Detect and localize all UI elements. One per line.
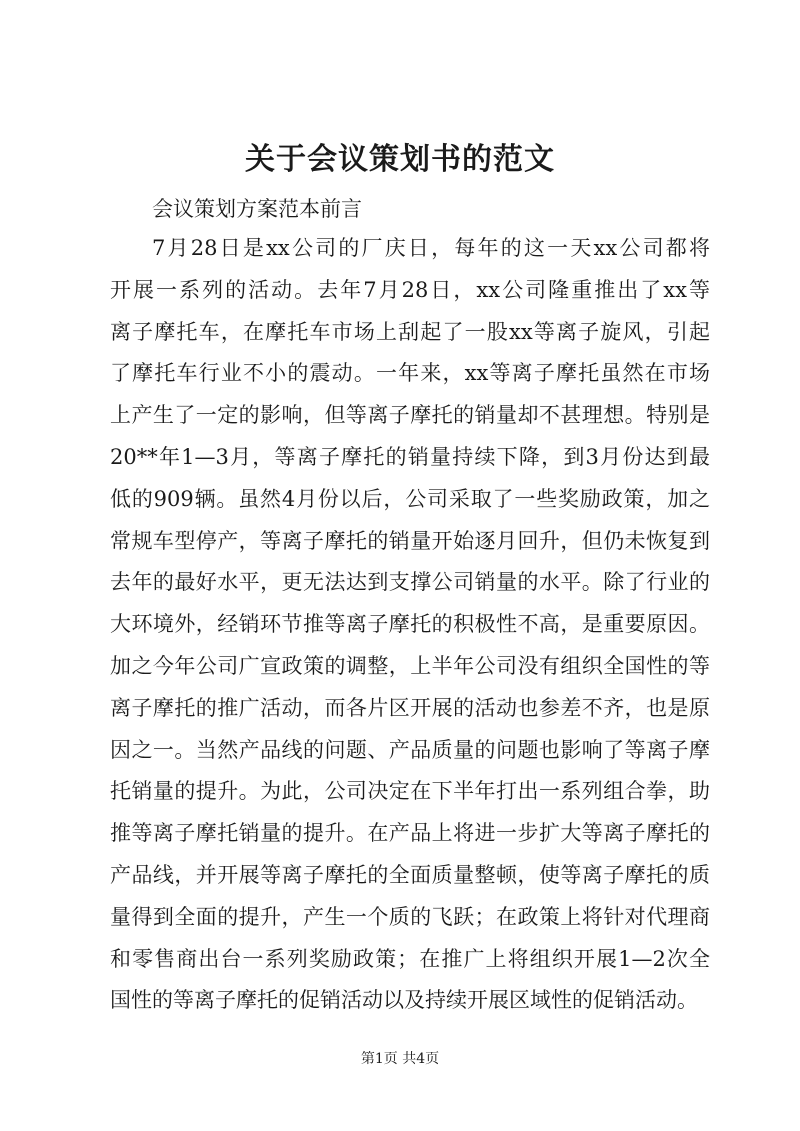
body-paragraph bbox=[110, 228, 710, 1022]
page-footer: 第1页 共4页 bbox=[360, 1051, 440, 1067]
document-title: 关于会议策划书的范文 bbox=[245, 142, 555, 177]
paragraph-line: 了摩托车行业不小的震动。一年来，xx等离子摩托虽然在市场 bbox=[110, 361, 710, 386]
paragraph-line: 量得到全面的提升，产生一个质的飞跃；在政策上将针对代理商 bbox=[110, 904, 710, 929]
paragraph-line: 开展一系列的活动。去年7月28日，xx公司隆重推出了xx等 bbox=[110, 277, 710, 302]
document-subtitle: 会议策划方案范本前言 bbox=[152, 197, 362, 221]
paragraph-line: 大环境外，经销环节推等离子摩托的积极性不高，是重要原因。 bbox=[110, 612, 710, 637]
paragraph-line: 7月28日是xx公司的厂庆日，每年的这一天xx公司都将 bbox=[152, 236, 710, 260]
paragraph-line: 加之今年公司广宣政策的调整，上半年公司没有组织全国性的等 bbox=[110, 653, 710, 678]
paragraph-line: 离子摩托车，在摩托车市场上刮起了一股xx等离子旋风，引起 bbox=[110, 319, 710, 344]
paragraph-line: 因之一。当然产品线的问题、产品质量的问题也影响了等离子摩 bbox=[110, 737, 710, 762]
paragraph-line: 去年的最好水平，更无法达到支撑公司销量的水平。除了行业的 bbox=[110, 570, 710, 595]
paragraph-line: 和零售商出台一系列奖励政策；在推广上将组织开展1—2次全 bbox=[110, 946, 710, 971]
paragraph-line: 推等离子摩托销量的提升。在产品上将进一步扩大等离子摩托的 bbox=[110, 821, 710, 846]
paragraph-line: 产品线，并开展等离子摩托的全面质量整顿，使等离子摩托的质 bbox=[110, 862, 710, 887]
paragraph-line: 常规车型停产，等离子摩托的销量开始逐月回升，但仍未恢复到 bbox=[110, 528, 710, 553]
paragraph-line: 国性的等离子摩托的促销活动以及持续开展区域性的促销活动。 bbox=[110, 988, 698, 1013]
paragraph-line: 托销量的提升。为此，公司决定在下半年打出一系列组合拳，助 bbox=[110, 779, 710, 804]
paragraph-line: 20**年1—3月，等离子摩托的销量持续下降，到3月份达到最 bbox=[110, 444, 710, 469]
paragraph-line: 低的909辆。虽然4月份以后，公司采取了一些奖励政策，加之 bbox=[110, 486, 710, 511]
paragraph-line: 上产生了一定的影响，但等离子摩托的销量却不甚理想。特别是 bbox=[110, 403, 710, 428]
paragraph-line: 离子摩托的推广活动，而各片区开展的活动也参差不齐，也是原 bbox=[110, 695, 710, 720]
